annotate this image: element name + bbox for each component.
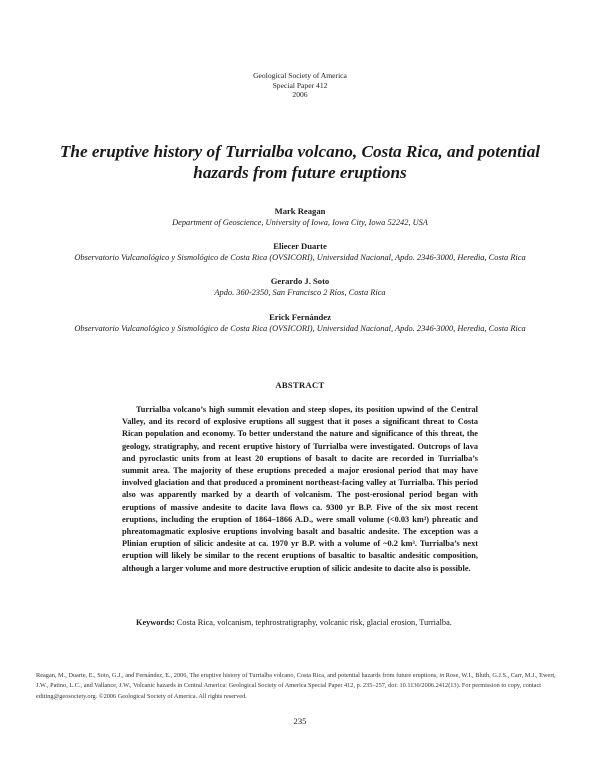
keywords-paragraph (122, 617, 478, 629)
paper-title: The eruptive history of Turrialba volcano, Costa Rica, and potential hazards from future eruptions (59, 142, 541, 182)
author-affiliation: Apdo. 360-2350, San Francisco 2 Ríos, Costa Rica (214, 288, 386, 298)
journal-society: Geological Society of America (253, 71, 347, 80)
journal-header (0, 71, 600, 100)
keywords-text: Costa Rica, volcanism, tephrostratigraphy, volcanic risk, glacial erosion, Turrialba. (176, 618, 452, 627)
abstract-body: Turrialba volcano’s high summit elevation and steep slopes, its position upwind of the Central Valley, and its record of explosive eruptions all suggest that it poses a significant threat to Costa Rican population and economy. To better understand the nature and significance of this threat, the geology, stratigraphy, and recent eruptive history of Turrialba were investigated. Outcrops of lava and pyroclastic units from at least 20 eruptions of basalt to dacite are recorded in Turrialba’s summit area. The majority of these eruptions preceded a major erosional period that may have involved glaciation and that produced a prominent northeast-facing valley at Turrialba. This period also was apparently marked by a dearth of volcanism. The post-erosional period began with eruptions of massive andesite to dacite lava flows ca. 9300 yr B.P. Five of the six most recent eruptions, including the eruption of 1864–1866 A.D., were small volume (<0.03 km³) phreatic and phreatomagmatic explosive eruptions involving basalt and basaltic andesite. The exception was a Plinian eruption of silicic andesite at ca. 1970 yr B.P. with a volume of ~0.2 km³. Turrialba’s next eruption will likely be similar to the recent eruptions of basaltic to basaltic andesitic composition, although a larger volume and more destructive eruption of silicic andesite to dacite also is possible. (122, 405, 478, 573)
journal-series: Special Paper 412 (272, 80, 328, 90)
author-name: Mark Reagan (274, 206, 326, 216)
citation-in: in (439, 672, 445, 679)
author-list (60, 206, 540, 347)
journal-year: 2006 (292, 90, 308, 100)
author-block (60, 241, 540, 264)
citation-footnote (36, 671, 564, 702)
author-block (60, 312, 540, 335)
author-affiliation: Observatorio Vulcanológico y Sismológico de Costa Rica (OVSICORI), Universidad Nacional, Apdo. 2346-3000, Heredia, Costa Rica (74, 253, 526, 263)
author-name: Gerardo J. Soto (270, 276, 330, 287)
abstract-heading: ABSTRACT (275, 380, 325, 390)
citation-authors: Reagan, M., Duarte, E., Soto, G.J., and Fernández, E., 2006, The eruptive history of Turrialba volcano, Costa Rica, and potential hazards from future eruptions, (36, 672, 440, 679)
citation-details: Rose, W.I., Bluth, G.J.S., Carr, M.J., Ewert, J.W., Patino, L.C., and Vallance, J.W., Volcanic hazards in Central America: Geological Society of America Special Paper 412, p. 235–257, doi: 10.1130/2006.2412(13). For permission to copy, contact editing@geosociety.org. ©2006 Geological Society of America. All rights reserved. (36, 672, 556, 700)
author-name: Eliecer Duarte (273, 241, 327, 252)
keywords-label: Keywords: (136, 618, 175, 627)
author-block (60, 206, 540, 229)
author-block (60, 276, 540, 299)
author-affiliation: Observatorio Vulcanológico y Sismológico de Costa Rica (OVSICORI), Universidad Nacional, Apdo. 2346-3000, Heredia, Costa Rica (74, 323, 526, 333)
page-number: 235 (293, 716, 307, 726)
author-name: Erick Fernández (269, 311, 331, 322)
author-affiliation: Department of Geoscience, University of Iowa, Iowa City, Iowa 52242, USA (172, 218, 428, 227)
